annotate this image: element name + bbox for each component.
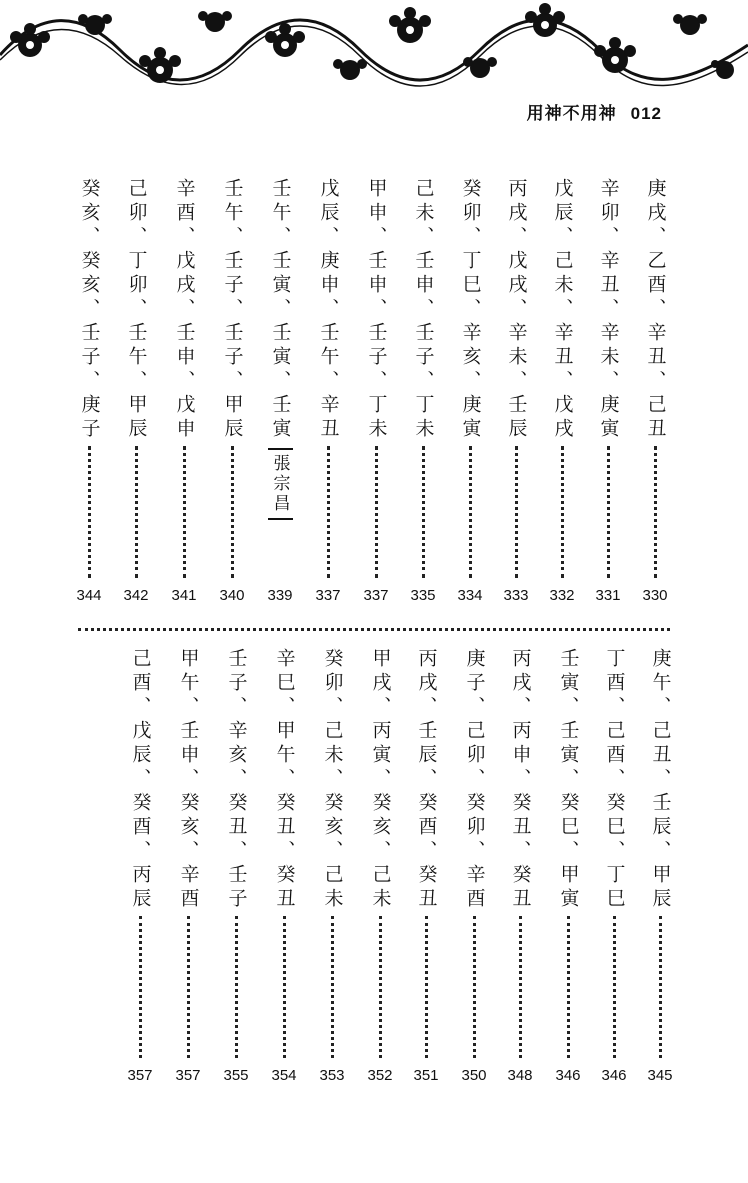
entry-text: 庚子、己卯、癸卯、辛酉 xyxy=(463,648,486,912)
leader-dots xyxy=(567,916,570,1058)
entry-text: 己未、壬申、壬子、丁未 xyxy=(412,178,435,442)
list-item xyxy=(548,648,588,1084)
entry-page: 333 xyxy=(503,587,529,604)
entry-text: 癸亥、癸亥、壬子、庚子 xyxy=(78,178,101,442)
entry-page: 346 xyxy=(601,1067,627,1084)
entry-text: 辛酉、戊戌、壬申、戊申 xyxy=(173,178,196,442)
entry-text: 庚戌、乙酉、辛丑、己丑 xyxy=(644,178,667,442)
entry-page: 337 xyxy=(363,587,389,604)
entry-text: 戊辰、庚申、壬午、辛丑 xyxy=(317,178,340,442)
list-item xyxy=(69,178,109,604)
entry-page: 341 xyxy=(171,587,197,604)
leader-dots xyxy=(422,446,425,578)
list-item xyxy=(594,648,634,1084)
leader-dots xyxy=(379,916,382,1058)
entry-text: 辛卯、辛丑、辛未、庚寅 xyxy=(597,178,620,442)
leader-dots xyxy=(139,916,142,1058)
entry-page: 353 xyxy=(319,1067,345,1084)
entry-text: 己酉、戊辰、癸酉、丙辰 xyxy=(129,648,152,912)
leader-dots xyxy=(473,916,476,1058)
entry-page: 355 xyxy=(223,1067,249,1084)
leader-dots xyxy=(654,446,657,578)
list-item xyxy=(116,178,156,604)
entry-text: 丙戌、戊戌、辛未、壬辰 xyxy=(505,178,528,442)
list-item xyxy=(496,178,536,604)
header-title: 用神不用神 xyxy=(526,104,617,124)
list-item xyxy=(450,178,490,604)
list-item xyxy=(403,178,443,604)
entry-page: 351 xyxy=(413,1067,439,1084)
entry-text: 癸卯、己未、癸亥、己未 xyxy=(321,648,344,912)
list-item xyxy=(635,178,675,604)
list-item xyxy=(406,648,446,1084)
entry-text: 辛巳、甲午、癸丑、癸丑 xyxy=(273,648,296,912)
leader-dots xyxy=(231,446,234,578)
entry-page: 346 xyxy=(555,1067,581,1084)
leader-dots xyxy=(183,446,186,578)
list-item xyxy=(164,178,204,604)
entry-text: 甲申、壬申、壬子、丁未 xyxy=(365,178,388,442)
entry-text: 壬午、壬寅、壬寅、壬寅 xyxy=(269,178,292,442)
entry-page: 331 xyxy=(595,587,621,604)
entry-text: 甲戌、丙寅、癸亥、己未 xyxy=(369,648,392,912)
list-item xyxy=(454,648,494,1084)
entry-page: 344 xyxy=(76,587,102,604)
list-item xyxy=(212,178,252,604)
entry-text: 壬午、壬子、壬子、甲辰 xyxy=(221,178,244,442)
list-item xyxy=(264,648,304,1084)
entry-page: 350 xyxy=(461,1067,487,1084)
list-item xyxy=(356,178,396,604)
entry-page: 330 xyxy=(642,587,668,604)
entry-page: 357 xyxy=(127,1067,153,1084)
entry-text: 癸卯、丁巳、辛亥、庚寅 xyxy=(459,178,482,442)
entry-page: 337 xyxy=(315,587,341,604)
entry-text: 壬寅、壬寅、癸巳、甲寅 xyxy=(557,648,580,912)
leader-dots xyxy=(88,446,91,578)
leader-dots xyxy=(135,446,138,578)
leader-dots xyxy=(187,916,190,1058)
leader-dots xyxy=(331,916,334,1058)
section-divider xyxy=(78,628,670,631)
entry-text: 戊辰、己未、辛丑、戊戌 xyxy=(551,178,574,442)
list-item xyxy=(360,648,400,1084)
entry-page: 345 xyxy=(647,1067,673,1084)
leader-dots xyxy=(469,446,472,578)
leader-dots xyxy=(519,916,522,1058)
list-item xyxy=(168,648,208,1084)
running-header xyxy=(527,99,662,124)
leader-dots xyxy=(613,916,616,1058)
entry-page: 352 xyxy=(367,1067,393,1084)
entry-text: 己卯、丁卯、壬午、甲辰 xyxy=(125,178,148,442)
entry-page: 334 xyxy=(457,587,483,604)
list-item xyxy=(308,178,348,604)
list-item xyxy=(640,648,680,1084)
entry-page: 354 xyxy=(271,1067,297,1084)
leader-dots xyxy=(607,446,610,578)
entry-text: 甲午、壬申、癸亥、辛酉 xyxy=(177,648,200,912)
entry-text: 庚午、己丑、壬辰、甲辰 xyxy=(649,648,672,912)
entry-text: 丁酉、己酉、癸巳、丁巳 xyxy=(603,648,626,912)
leader-dots xyxy=(515,446,518,578)
entry-page: 342 xyxy=(123,587,149,604)
list-item xyxy=(260,178,300,604)
entry-text: 丙戌、壬辰、癸酉、癸丑 xyxy=(415,648,438,912)
leader-dots xyxy=(283,916,286,1058)
header-page-number: 012 xyxy=(630,104,662,123)
leader-dots xyxy=(235,916,238,1058)
leader-dots xyxy=(561,446,564,578)
floral-border-ornament xyxy=(0,0,748,100)
leader-dots xyxy=(327,446,330,578)
entry-text: 壬子、辛亥、癸丑、壬子 xyxy=(225,648,248,912)
entry-page: 357 xyxy=(175,1067,201,1084)
entry-annotation: 張宗昌 xyxy=(268,448,293,520)
entry-text: 丙戌、丙申、癸丑、癸丑 xyxy=(509,648,532,912)
leader-dots xyxy=(659,916,662,1058)
entry-page: 340 xyxy=(219,587,245,604)
leader-dots xyxy=(375,446,378,578)
entry-page: 339 xyxy=(267,587,293,604)
list-item xyxy=(542,178,582,604)
entry-page: 335 xyxy=(410,587,436,604)
leader-dots xyxy=(425,916,428,1058)
entry-page: 332 xyxy=(549,587,575,604)
list-item xyxy=(588,178,628,604)
list-item xyxy=(312,648,352,1084)
list-item xyxy=(216,648,256,1084)
list-item xyxy=(120,648,160,1084)
list-item xyxy=(500,648,540,1084)
entry-page: 348 xyxy=(507,1067,533,1084)
